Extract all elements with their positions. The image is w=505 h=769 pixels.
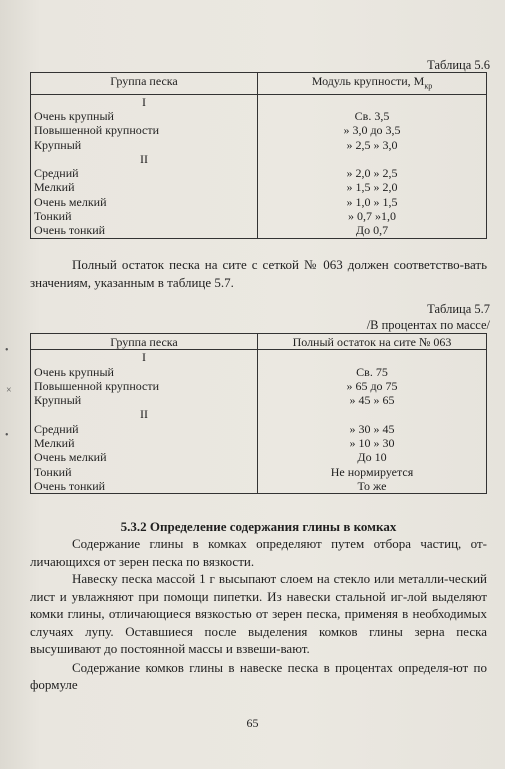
table-row: [31, 180, 487, 194]
header-sand-group: Группа песка: [31, 73, 258, 95]
group-row: [31, 350, 487, 365]
group-label: II: [31, 152, 258, 166]
value-cell: Св. 75: [258, 365, 487, 379]
value-cell: » 0,7 »1,0: [258, 209, 487, 223]
table-row: [31, 109, 487, 123]
margin-mark: •: [5, 430, 9, 441]
paragraph: Навеску песка массой 1 г высыпают слоем на стекло или металли-ческий лист и увлажняют при помощи пипетки. Из навески стальной иг-лой выделяют комки глины, отличающиеся вязкостью от зерен песка, применяя в необходимых случаях лупу. Оставшиеся после выделения комков глины зерна песка высушивают до постоянной массы и взвеши-вают.: [30, 571, 487, 656]
table-header-row: [31, 73, 487, 95]
sand-group-cell: Тонкий: [31, 465, 258, 479]
sand-group-cell: Очень крупный: [31, 109, 258, 123]
sand-group-cell: Повышенной крупности: [31, 123, 258, 137]
table-row: [31, 195, 487, 209]
body-text: [30, 535, 487, 694]
table-row: [31, 166, 487, 180]
value-cell: » 45 » 65: [258, 393, 487, 407]
sand-group-cell: Очень тонкий: [31, 479, 258, 494]
table-row: [31, 422, 487, 436]
value-cell: » 30 » 45: [258, 422, 487, 436]
group-value-empty: [258, 350, 487, 365]
sand-group-cell: Очень крупный: [31, 365, 258, 379]
table-row: [31, 450, 487, 464]
margin-mark: •: [5, 345, 9, 356]
table-5-7-caption: Таблица 5.7: [427, 302, 490, 316]
group-row: [31, 152, 487, 166]
group-row: [31, 407, 487, 421]
value-cell: » 10 » 30: [258, 436, 487, 450]
group-label: II: [31, 407, 258, 421]
value-cell: » 1,0 » 1,5: [258, 195, 487, 209]
sand-group-cell: Крупный: [31, 393, 258, 407]
group-value-empty: [258, 94, 487, 109]
paragraph-sieve-residue: Полный остаток песка на сите с сеткой № 063 должен соответство-вать значениям, указанным в таблице 5.7.: [30, 257, 487, 290]
table-row: [31, 365, 487, 379]
table-row: [31, 436, 487, 450]
value-cell: » 3,0 до 3,5: [258, 123, 487, 137]
table-row: [31, 465, 487, 479]
value-cell: То же: [258, 479, 487, 494]
value-cell: Не нормируется: [258, 465, 487, 479]
value-cell: » 2,0 » 2,5: [258, 166, 487, 180]
table-row: [31, 379, 487, 393]
table-header-row: [31, 334, 487, 350]
group-row: [31, 94, 487, 109]
table-row: [31, 393, 487, 407]
paragraph: Содержание глины в комках определяют путем отбора частиц, от-личающихся от зерен песка по вязкости.: [30, 536, 487, 569]
value-cell: » 65 до 75: [258, 379, 487, 393]
table-row: [31, 123, 487, 137]
margin-mark: ×: [6, 385, 12, 396]
sand-group-cell: Мелкий: [31, 436, 258, 450]
header-fineness-modulus: Модуль крупности, $М_{кр}$: [258, 73, 487, 95]
table-row: [31, 209, 487, 223]
group-value-empty: [258, 407, 487, 421]
value-cell: До 0,7: [258, 223, 487, 238]
header-full-residue: Полный остаток на сите № 063: [258, 334, 487, 350]
sand-group-cell: Повышенной крупности: [31, 379, 258, 393]
sand-group-cell: Средний: [31, 166, 258, 180]
value-cell: Св. 3,5: [258, 109, 487, 123]
section-heading: 5.3.2 Определение содержания глины в комках: [120, 519, 397, 534]
sand-group-cell: Очень тонкий: [31, 223, 258, 238]
group-label: I: [31, 350, 258, 365]
table-row: [31, 223, 487, 238]
sand-group-cell: Средний: [31, 422, 258, 436]
value-cell: До 10: [258, 450, 487, 464]
group-value-empty: [258, 152, 487, 166]
table-5-6-caption: Таблица 5.6: [427, 58, 490, 72]
value-cell: » 2,5 » 3,0: [258, 138, 487, 152]
sand-group-cell: Тонкий: [31, 209, 258, 223]
value-cell: » 1,5 » 2,0: [258, 180, 487, 194]
sand-group-cell: Очень мелкий: [31, 195, 258, 209]
table-5-7-unit-caption: /В процентах по массе/: [366, 318, 490, 332]
sand-group-cell: Очень мелкий: [31, 450, 258, 464]
group-label: I: [31, 94, 258, 109]
header-sand-group: Группа песка: [31, 334, 258, 350]
sand-group-cell: Мелкий: [31, 180, 258, 194]
table-row: [31, 138, 487, 152]
table-5-7: [30, 333, 487, 494]
table-5-6: [30, 72, 487, 239]
paragraph: Содержание комков глины в навеске песка в процентах определя-ют по формуле: [30, 659, 487, 692]
page-number: 65: [246, 716, 259, 730]
table-row: [31, 479, 487, 494]
sand-group-cell: Крупный: [31, 138, 258, 152]
